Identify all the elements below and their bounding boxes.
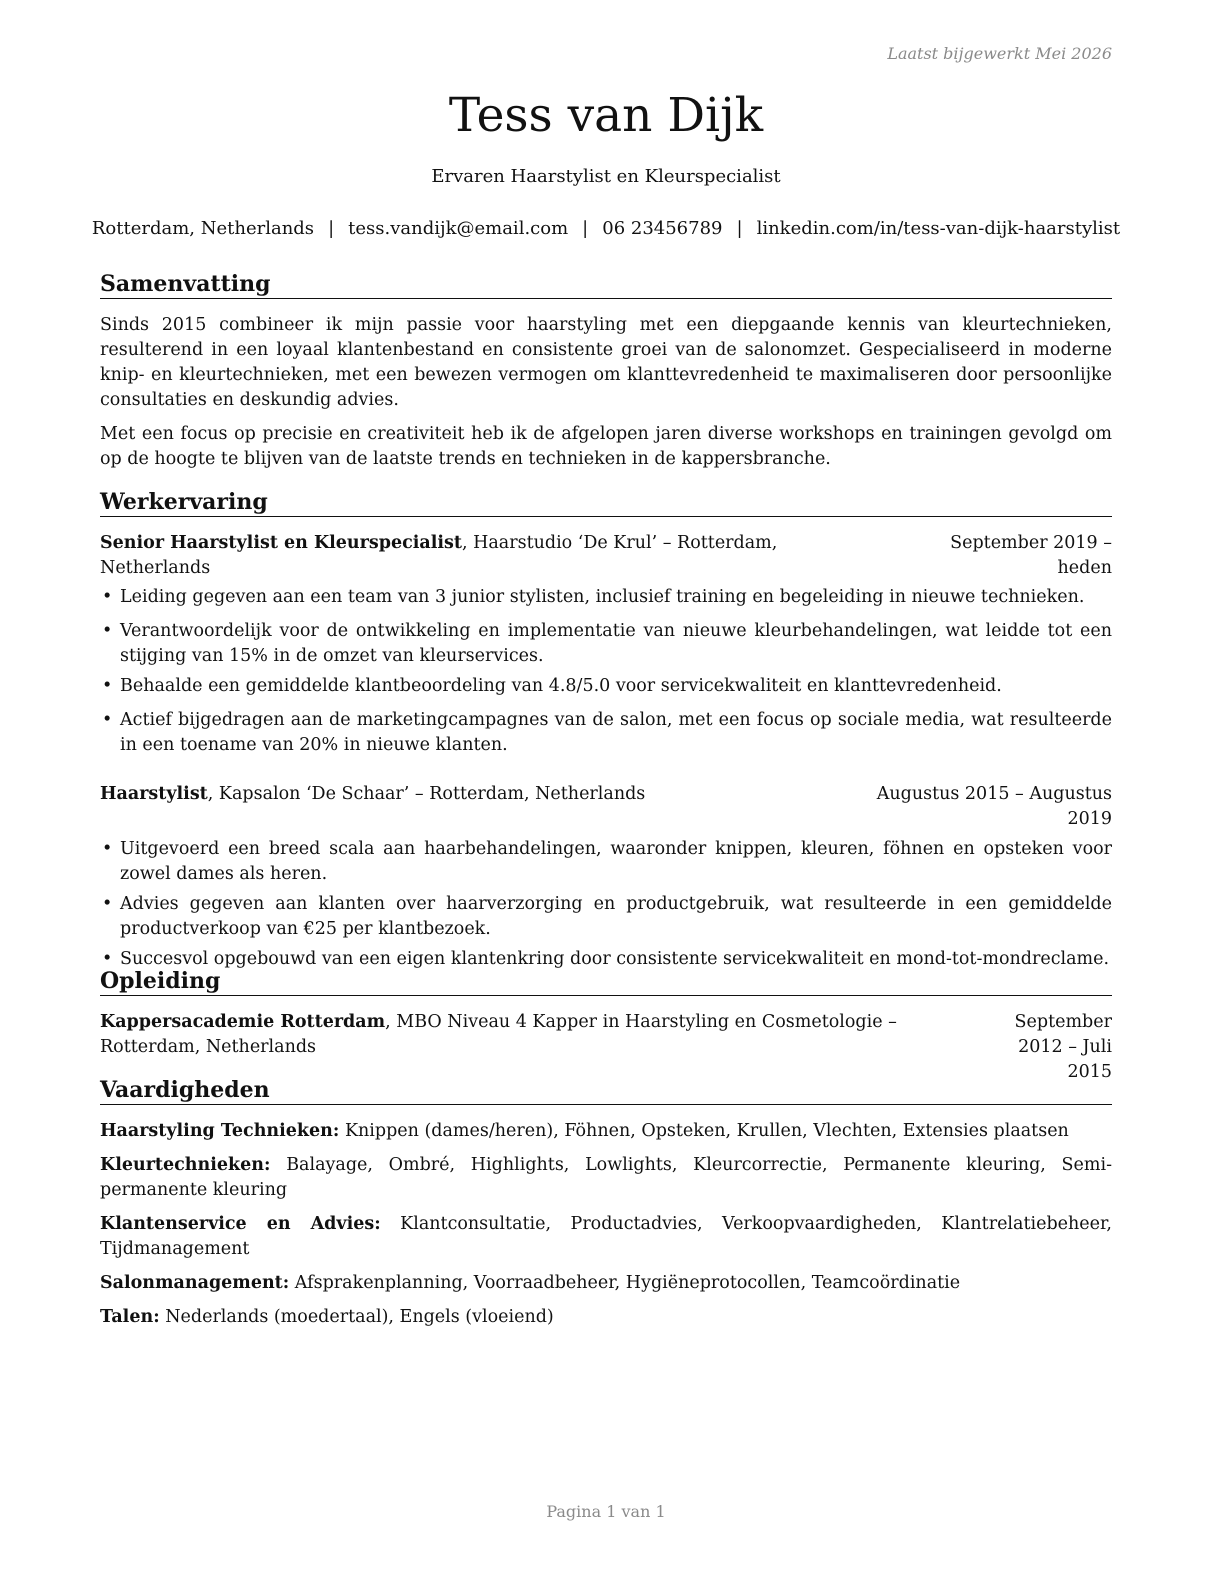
skill-label: Haarstyling Technieken:	[100, 1121, 340, 1141]
bullet-icon: •	[102, 621, 113, 641]
page-number: Pagina 1 van 1	[546, 1502, 666, 1521]
job-dates: September 2019 – heden	[950, 533, 1112, 578]
skill-label: Salonmanagement:	[100, 1273, 290, 1293]
skill-row	[100, 1119, 1112, 1144]
skill-value: Knippen (dames/heren), Föhnen, Opsteken, Krullen, Vlechten, Extensies plaatsen	[339, 1121, 1069, 1141]
job-header	[100, 782, 1112, 832]
candidate-name: Tess van Dijk	[448, 88, 764, 143]
skill-value: Afsprakenplanning, Voorraadbeheer, Hygiëneprotocollen, Teamcoördinatie	[289, 1273, 961, 1293]
contact-phone[interactable]: 06 23456789	[602, 218, 723, 239]
skills-section	[100, 1076, 1112, 1330]
contact-separator: |	[736, 218, 743, 239]
list-item	[100, 619, 1112, 669]
skill-value: Nederlands (moedertaal), Engels (vloeiend)	[159, 1307, 554, 1327]
bullet-text: Succesvol opgebouwd van een eigen klantenkring door consistente servicekwaliteit en mond-tot-mondreclame.	[120, 949, 1110, 969]
education-dates: September 2012 – Juli 2015	[1014, 1012, 1112, 1082]
summary-paragraph: Met een focus op precisie en creativiteit heb ik de afgelopen jaren diverse workshops en trainingen gevolgd om op de hoogte te blijven van de laatste trends en technieken in de kappersbranche.	[100, 424, 1112, 469]
list-item	[100, 585, 1112, 610]
skill-row	[100, 1305, 1112, 1330]
job-role: Senior Haarstylist en Kleurspecialist	[100, 533, 462, 553]
bullet-text: Advies gegeven aan klanten over haarverzorging en productgebruik, wat resulteerde in een gemiddelde productverkoop van €25 per klantbezoek.	[120, 894, 1112, 939]
skill-row	[100, 1212, 1112, 1262]
bullet-text: Leiding gegeven aan een team van 3 junior stylisten, inclusief training en begeleiding in nieuwe technieken.	[120, 587, 1085, 607]
job-role: Haarstylist	[100, 784, 208, 804]
bullet-icon: •	[102, 839, 113, 859]
summary-section	[100, 270, 1112, 472]
list-item	[100, 892, 1112, 942]
job-employer: , Kapsalon ‘De Schaar’ – Rotterdam, Netherlands	[207, 784, 646, 804]
skill-row	[100, 1271, 1112, 1296]
list-item	[100, 837, 1112, 887]
skill-row	[100, 1153, 1112, 1203]
contact-line	[90, 218, 1122, 239]
skill-label: Kleurtechnieken:	[100, 1155, 271, 1175]
section-title: Samenvatting	[100, 270, 1112, 299]
contact-linkedin[interactable]: linkedin.com/in/tess-van-dijk-haarstylist	[756, 218, 1121, 239]
school-name: Kappersacademie Rotterdam	[100, 1012, 386, 1032]
bullet-icon: •	[102, 587, 113, 607]
bullet-icon: •	[102, 894, 113, 914]
contact-location: Rotterdam, Netherlands	[91, 218, 315, 239]
job-entry	[100, 782, 1112, 972]
bullet-text: Verantwoordelijk voor de ontwikkeling en implementatie van nieuwe kleurbehandelingen, wat leidde tot een stijging van 15% in de omzet van kleurservices.	[120, 621, 1112, 666]
resume-page	[91, 0, 1121, 1584]
contact-separator: |	[328, 218, 335, 239]
candidate-title: Ervaren Haarstylist en Kleurspecialist	[431, 166, 781, 187]
job-dates: Augustus 2015 – Augustus 2019	[876, 784, 1112, 829]
bullet-icon: •	[102, 676, 113, 696]
experience-section	[100, 488, 1112, 972]
section-title: Opleiding	[100, 967, 1112, 996]
skill-label: Talen:	[100, 1307, 160, 1327]
job-employer: , Haarstudio ‘De Krul’ – Rotterdam, Netherlands	[100, 533, 778, 578]
contact-email[interactable]: tess.vandijk@email.com	[348, 218, 569, 239]
contact-separator: |	[582, 218, 589, 239]
education-section	[100, 967, 1112, 1085]
bullet-icon: •	[102, 949, 113, 969]
skill-value: Balayage, Ombré, Highlights, Lowlights, Kleurcorrectie, Permanente kleuring, Semi-permanente kleuring	[100, 1155, 1112, 1200]
bullet-text: Uitgevoerd een breed scala aan haarbehandelingen, waaronder knippen, kleuren, föhnen en opsteken voor zowel dames als heren.	[120, 839, 1112, 884]
section-title: Vaardigheden	[100, 1076, 1112, 1105]
education-detail: , MBO Niveau 4 Kapper in Haarstyling en Cosmetologie – Rotterdam, Netherlands	[100, 1012, 897, 1057]
job-bullets	[100, 837, 1112, 972]
summary-paragraph: Sinds 2015 combineer ik mijn passie voor haarstyling met een diepgaande kennis van kleurtechnieken, resulterend in een loyaal klantenbestand en consistente groei van de salonomzet. Gespecialiseerd in moderne knip- en kleurtechnieken, met een bewezen vermogen om klanttevredenheid te maximaliseren door persoonlijke consultaties en deskundig advies.	[100, 315, 1112, 410]
bullet-text: Actief bijgedragen aan de marketingcampagnes van de salon, met een focus op sociale media, wat resulteerde in een toename van 20% in nieuwe klanten.	[120, 710, 1112, 755]
last-updated: Laatst bijgewerkt Mei 2026	[887, 44, 1112, 63]
bullet-icon: •	[102, 710, 113, 730]
skill-label: Klantenservice en Advies:	[100, 1214, 381, 1234]
job-bullets	[100, 585, 1112, 758]
education-entry	[100, 1010, 1112, 1085]
section-title: Werkervaring	[100, 488, 1112, 517]
bullet-text: Behaalde een gemiddelde klantbeoordeling van 4.8/5.0 voor servicekwaliteit en klanttevredenheid.	[120, 676, 1002, 696]
job-header	[100, 531, 1112, 581]
list-item	[100, 708, 1112, 758]
job-entry	[100, 531, 1112, 758]
list-item	[100, 674, 1112, 699]
skill-value: Klantconsultatie, Productadvies, Verkoopvaardigheden, Klantrelatiebeheer, Tijdmanagement	[100, 1214, 1112, 1259]
